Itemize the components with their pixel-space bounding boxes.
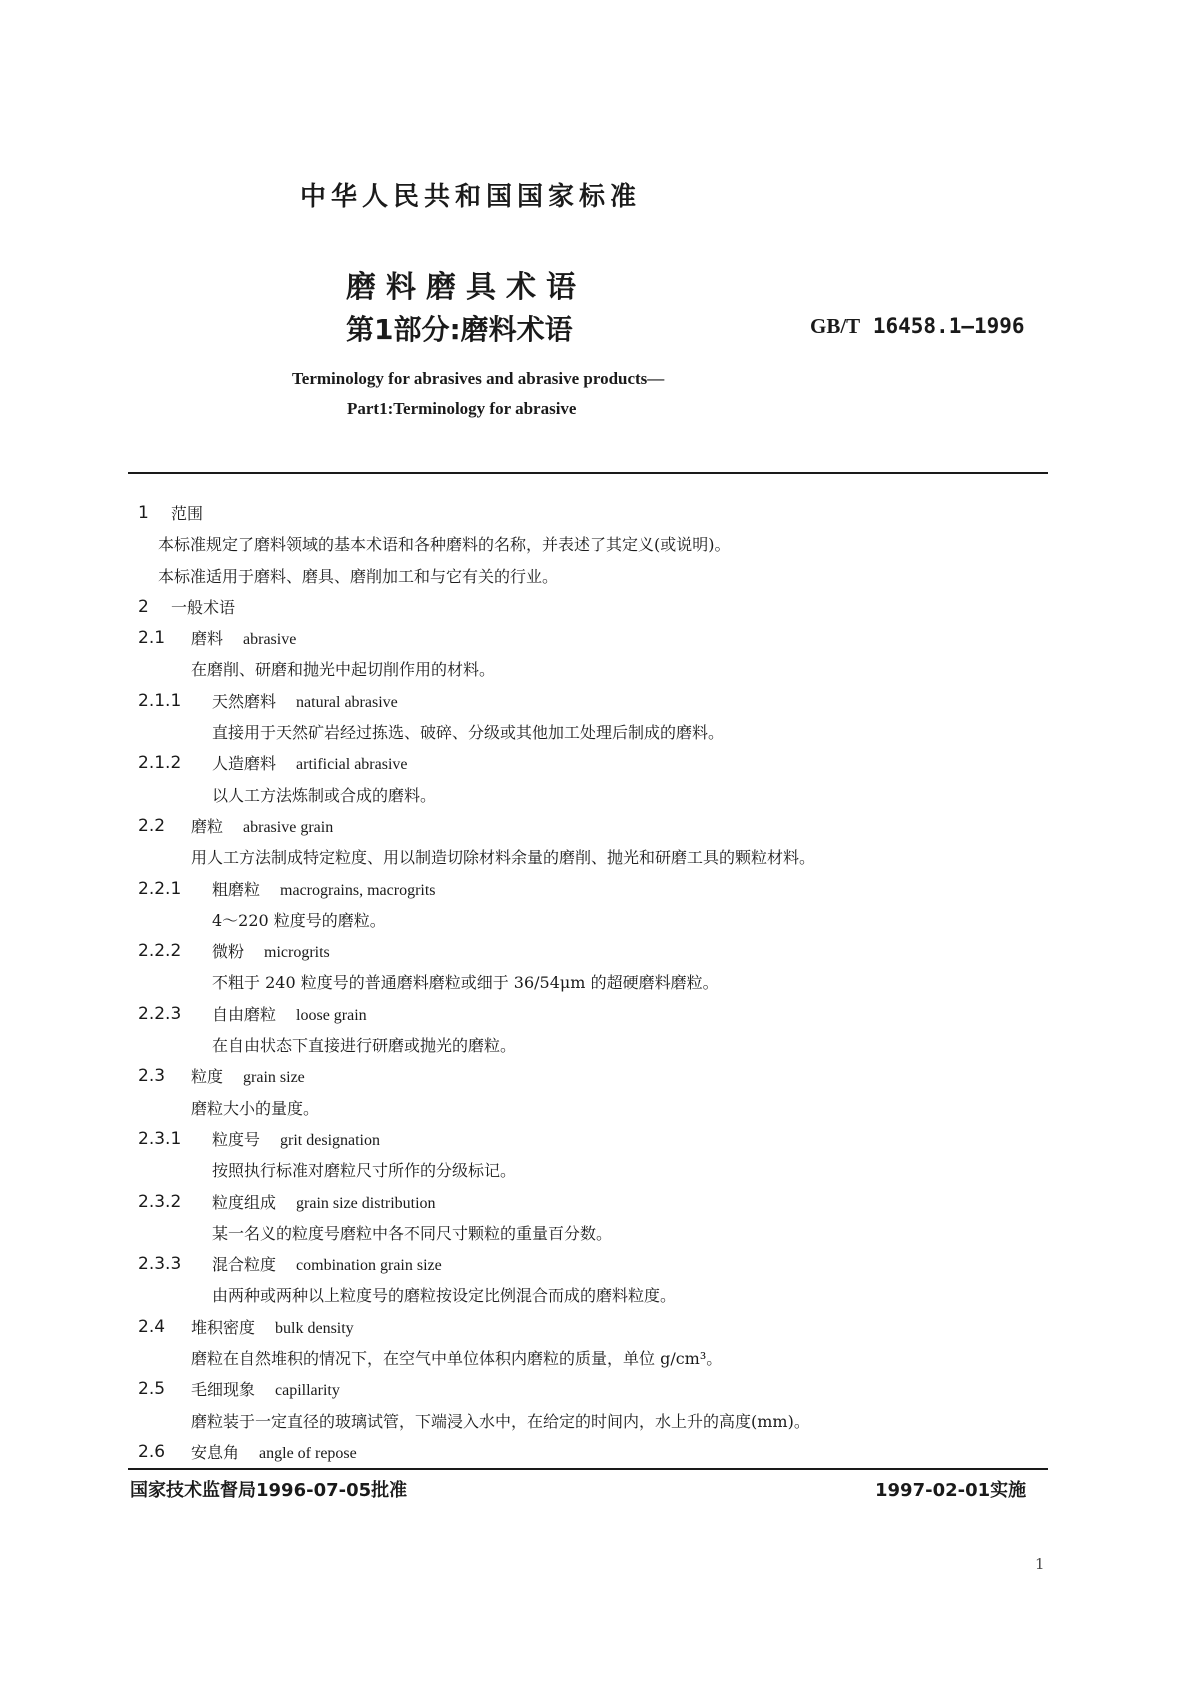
term-english: angle of repose: [259, 1444, 357, 1462]
definition-text: 用人工方法制成特定粒度、用以制造切除材料余量的磨削、抛光和研磨工具的颗粒材料。: [191, 848, 816, 868]
section-number: 2.2.3: [138, 1003, 182, 1024]
term-english: natural abrasive: [296, 693, 398, 711]
term-name: [191, 1061, 305, 1093]
term-name: [212, 1249, 442, 1281]
term-english: artificial abrasive: [296, 756, 408, 774]
definition-line: [138, 529, 1058, 560]
term-name: [191, 1374, 340, 1406]
section-number: 2.3.1: [138, 1128, 182, 1149]
term-name: [212, 686, 398, 718]
term-heading: [138, 498, 1058, 529]
definition-text: 磨粒大小的量度。: [191, 1098, 320, 1118]
term-english: bulk density: [275, 1319, 354, 1337]
english-title-line-2: Part1:Terminology for abrasive: [347, 399, 577, 418]
document-body: [138, 498, 1058, 1468]
term-chinese: 微粉: [212, 942, 245, 962]
term-heading: [138, 1312, 1058, 1343]
definition-line: [138, 842, 1058, 873]
section-number: 2.5: [138, 1379, 166, 1400]
section-number: 1: [138, 503, 149, 523]
section-number: 2.3.3: [138, 1254, 182, 1275]
term-chinese: 自由磨粒: [212, 1004, 277, 1024]
term-name: [191, 1312, 354, 1344]
term-heading: [138, 1187, 1058, 1218]
definition-text: 4～220 粒度号的磨粒。: [212, 910, 386, 930]
term-chinese: 范围: [171, 504, 204, 523]
definition-text: 本标准规定了磨料领域的基本术语和各种磨料的名称，并表述了其定义(或说明)。: [158, 535, 731, 555]
term-heading: [138, 623, 1058, 654]
term-heading: [138, 686, 1058, 717]
term-chinese: 堆积密度: [191, 1317, 256, 1337]
implementation-date: 1997-02-01实施: [875, 1480, 1027, 1501]
term-name: [212, 1124, 380, 1156]
term-name: [171, 592, 235, 623]
term-heading: [138, 1374, 1058, 1405]
term-chinese: 粒度组成: [212, 1192, 277, 1212]
term-english: capillarity: [275, 1382, 340, 1400]
definition-line: [138, 1343, 1058, 1374]
definition-line: [138, 561, 1058, 592]
definition-line: [138, 967, 1058, 998]
national-standard-heading: 中华人民共和国国家标准: [300, 182, 642, 212]
section-number: 2.6: [138, 1441, 166, 1462]
term-name: [212, 874, 436, 906]
definition-text: 不粗于 240 粒度号的普通磨料磨粒或细于 36/54μm 的超硬磨料磨粒。: [212, 973, 719, 993]
section-number: 2.2.2: [138, 941, 182, 962]
term-english: loose grain: [296, 1006, 367, 1024]
term-english: abrasive grain: [243, 818, 334, 836]
term-chinese: 安息角: [191, 1442, 240, 1462]
term-name: [212, 936, 330, 968]
term-heading: [138, 592, 1058, 623]
term-heading: [138, 1249, 1058, 1280]
section-number: 2.1.1: [138, 690, 182, 711]
term-chinese: 粗磨粒: [212, 879, 261, 899]
term-name: [212, 999, 367, 1031]
definition-text: 某一名义的粒度号磨粒中各不同尺寸颗粒的重量百分数。: [212, 1223, 613, 1243]
definition-text: 本标准适用于磨料、磨具、磨削加工和与它有关的行业。: [158, 566, 559, 586]
bottom-divider: [128, 1468, 1048, 1470]
definition-text: 在磨削、研磨和抛光中起切削作用的材料。: [191, 660, 496, 680]
term-english: grit designation: [280, 1131, 380, 1149]
definition-text: 由两种或两种以上粒度号的磨粒按设定比例混合而成的磨料粒度。: [212, 1286, 677, 1306]
term-name: [212, 748, 408, 780]
definition-text: 在自由状态下直接进行研磨或抛光的磨粒。: [212, 1036, 517, 1056]
term-heading: [138, 748, 1058, 779]
term-chinese: 毛细现象: [191, 1380, 256, 1400]
term-english: grain size distribution: [296, 1194, 436, 1212]
section-number: 2.2.1: [138, 878, 182, 899]
term-name: [191, 1437, 357, 1469]
definition-line: [138, 1093, 1058, 1124]
definition-line: [138, 780, 1058, 811]
approval-date: 国家技术监督局1996-07-05批准: [130, 1480, 408, 1501]
term-english: abrasive: [243, 631, 297, 649]
term-chinese: 粒度: [191, 1067, 224, 1087]
definition-text: 以人工方法炼制或合成的磨料。: [212, 785, 437, 805]
definition-line: [138, 1155, 1058, 1186]
term-english: macrograins, macrogrits: [280, 881, 436, 899]
definition-line: [138, 1406, 1058, 1437]
term-chinese: 人造磨料: [212, 754, 277, 774]
term-heading: [138, 1061, 1058, 1092]
term-heading: [138, 1124, 1058, 1155]
english-title-line-1: Terminology for abrasives and abrasive products—: [292, 369, 665, 388]
standard-number: [810, 314, 1025, 339]
term-english: grain size: [243, 1069, 305, 1087]
term-chinese: 一般术语: [171, 597, 236, 617]
standard-code: 16458.1—1996: [872, 314, 1025, 338]
section-number: 2: [138, 596, 149, 617]
definition-line: [138, 1218, 1058, 1249]
term-chinese: 天然磨料: [212, 691, 277, 711]
document-subtitle: 第1部分:磨料术语: [346, 313, 573, 346]
section-number: 2.1.2: [138, 753, 182, 774]
term-heading: [138, 999, 1058, 1030]
term-english: combination grain size: [296, 1257, 442, 1275]
term-name: [191, 811, 333, 843]
term-english: microgrits: [264, 944, 330, 962]
term-chinese: 粒度号: [212, 1129, 261, 1149]
section-number: 2.3: [138, 1066, 166, 1087]
page-number: 1: [1035, 1555, 1045, 1573]
definition-text: 直接用于天然矿岩经过拣选、破碎、分级或其他加工处理后制成的磨料。: [212, 723, 725, 743]
term-name: [212, 1187, 436, 1219]
section-number: 2.1: [138, 628, 166, 649]
definition-line: [138, 654, 1058, 685]
definition-text: 磨粒装于一定直径的玻璃试管，下端浸入水中，在给定的时间内，水上升的高度(mm)。: [191, 1411, 810, 1431]
definition-text: 按照执行标准对磨粒尺寸所作的分级标记。: [212, 1161, 517, 1181]
definition-line: [138, 1280, 1058, 1311]
standard-prefix: GB/T: [810, 314, 861, 338]
term-name: [171, 498, 203, 529]
term-heading: [138, 1437, 1058, 1468]
term-chinese: 磨料: [191, 629, 224, 649]
section-number: 2.3.2: [138, 1191, 182, 1212]
term-chinese: 混合粒度: [212, 1255, 277, 1275]
term-heading: [138, 811, 1058, 842]
definition-line: [138, 1030, 1058, 1061]
section-number: 2.4: [138, 1316, 166, 1337]
top-divider: [128, 472, 1048, 474]
document-title: 磨料磨具术语: [346, 270, 586, 305]
definition-text: 磨粒在自然堆积的情况下，在空气中单位体积内磨粒的质量，单位 g/cm³。: [191, 1349, 723, 1369]
term-name: [191, 623, 296, 655]
term-heading: [138, 874, 1058, 905]
section-number: 2.2: [138, 815, 166, 836]
term-chinese: 磨粒: [191, 816, 224, 836]
term-heading: [138, 936, 1058, 967]
definition-line: [138, 717, 1058, 748]
definition-line: [138, 905, 1058, 936]
